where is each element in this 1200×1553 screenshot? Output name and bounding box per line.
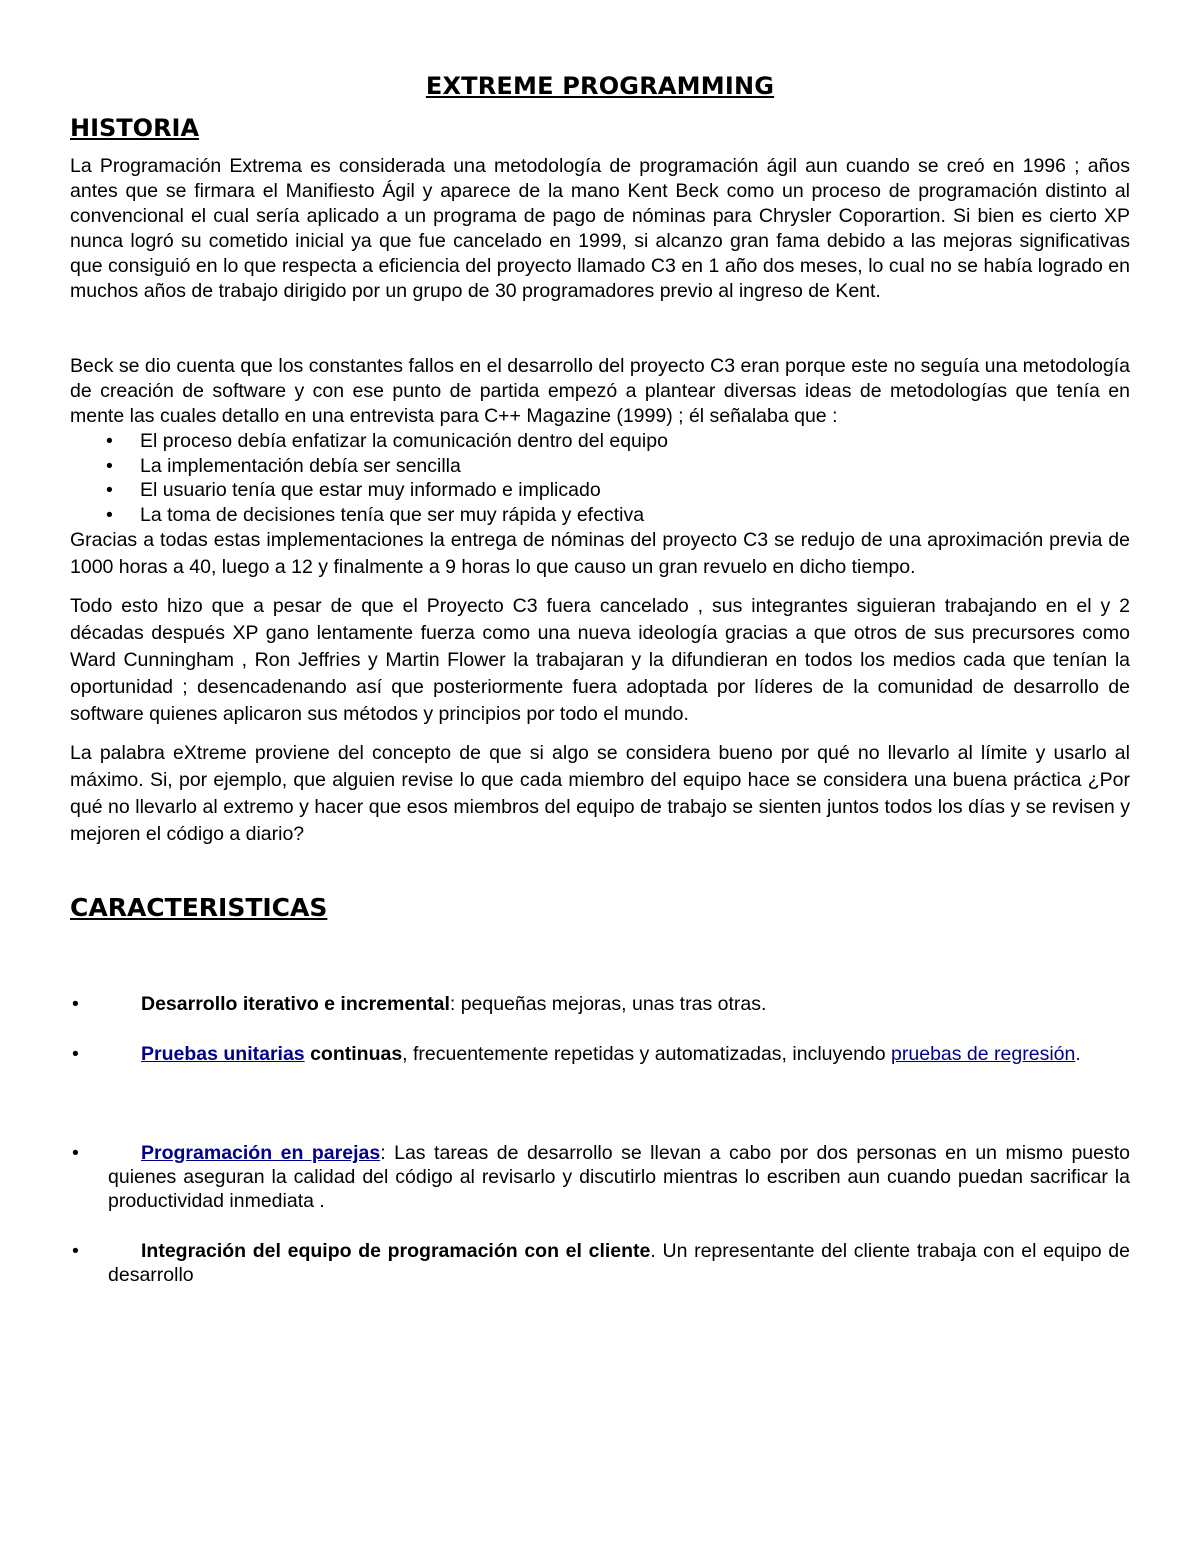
caracteristicas-heading: CARACTERISTICAS (70, 893, 328, 922)
caracteristicas-list (70, 992, 1130, 1287)
bullet-icon: • (106, 454, 113, 477)
bullet-icon: • (106, 430, 113, 452)
pruebas-regresion-link[interactable]: pruebas de regresión (891, 1043, 1076, 1065)
historia-paragraph-1: La Programación Extrema es considerada una metodología de programación ágil aun cuando se creó en 1996 ; años antes que se firmara el Manifiesto Ágil y aparece de la mano Kent Beck como un proceso de programación distinto al convencional el cual sería aplicado a un programa de pago de nóminas para Chrysler Coporartion. Si bien es cierto XP nunca logró su cometido inicial ya que fue cancelado en 1999, si alcanzo gran fama debido a las mejoras significativas que consiguió en lo que respecta a eficiencia del proyecto llamado C3 en 1 año dos meses, lo cual no se había logrado en muchos años de trabajo dirigido por un grupo de 30 programadores previo al ingreso de Kent. (70, 155, 1130, 302)
list-item (70, 454, 1130, 479)
list-item-text: El usuario tenía que estar muy informado e implicado (140, 479, 601, 501)
bullet-icon: • (72, 993, 79, 1015)
feature-item-parejas (70, 1141, 1130, 1213)
bullet-icon: • (72, 1240, 79, 1262)
feature-description: : pequeñas mejoras, unas tras otras. (449, 993, 767, 1015)
list-item (70, 429, 1130, 454)
document-title: EXTREME PROGRAMMING (425, 72, 775, 100)
feature-title: continuas (304, 1043, 403, 1065)
historia-paragraph-4: Todo esto hizo que a pesar de que el Proyecto C3 fuera cancelado , sus integrantes siguieran trabajando en el y 2 décadas después XP gano lentamente fuerza como una nueva ideología gracias a que otros de sus precursores como Ward Cunningham , Ron Jeffries y Martin Flower la trabajaran y la difundieran en todos los medios cada que tenían la oportunidad ; desencadenando así que posteriormente fuera adoptada por líderes de la comunidad de desarrollo de software quienes aplicaron sus métodos y principios por todo el mundo. (70, 595, 1130, 725)
bullet-icon: • (106, 503, 113, 526)
feature-title: Integración del equipo de programación con el cliente (141, 1240, 651, 1262)
beck-ideas-list (70, 429, 1130, 527)
bullet-icon: • (72, 1142, 79, 1164)
pruebas-unitarias-link[interactable]: Pruebas unitarias (141, 1043, 305, 1065)
document-page (70, 72, 1130, 1287)
feature-item-iterativo (70, 992, 1130, 1016)
list-item (70, 478, 1130, 503)
bullet-icon: • (106, 479, 113, 501)
list-item-text: La toma de decisiones tenía que ser muy rápida y efectiva (140, 503, 645, 526)
feature-item-pruebas (70, 1042, 1130, 1066)
list-item-text: La implementación debía ser sencilla (140, 454, 461, 477)
feature-description: , frecuentemente repetidas y automatizadas, incluyendo (402, 1043, 892, 1065)
historia-paragraph-2: Beck se dio cuenta que los constantes fallos en el desarrollo del proyecto C3 eran porque este no seguía una metodología de creación de software y con ese punto de partida empezó a plantear diversas ideas de metodologías que tenía en mente las cuales detallo en una entrevista para C++ Magazine (1999) ; él señalaba que : (70, 355, 1130, 427)
list-item (70, 503, 1130, 528)
feature-description: . Un representante del cliente trabaja con el equipo de desarrollo (108, 1240, 1130, 1286)
historia-heading: HISTORIA (70, 114, 200, 142)
historia-paragraph-3: Gracias a todas estas implementaciones la entrega de nóminas del proyecto C3 se redujo de una aproximación previa de 1000 horas a 40, luego a 12 y finalmente a 9 horas lo que causo un gran revuelo en dicho tiempo. (70, 529, 1130, 578)
feature-title: Desarrollo iterativo e incremental (141, 993, 450, 1015)
feature-description: : Las tareas de desarrollo se llevan a cabo por dos personas en un mismo puesto quienes aseguran la calidad del código al revisarlo y discutirlo mientras lo escriben aun cuando puedan sacrificar la productividad inmediata . (108, 1142, 1130, 1212)
bullet-icon: • (72, 1043, 79, 1065)
feature-item-cliente (70, 1239, 1130, 1287)
feature-end-punctuation: . (1075, 1043, 1081, 1065)
list-item-text: El proceso debía enfatizar la comunicación dentro del equipo (140, 430, 668, 452)
historia-paragraph-5: La palabra eXtreme proviene del concepto de que si algo se considera bueno por qué no llevarlo al límite y usarlo al máximo. Si, por ejemplo, que alguien revise lo que cada miembro del equipo hace se considera una buena práctica ¿Por qué no llevarlo al extremo y hacer que esos miembros del equipo de trabajo se sienten juntos todos los días y se revisen y mejoren el código a diario? (70, 742, 1130, 845)
programacion-parejas-link[interactable]: Programación en parejas (141, 1142, 381, 1164)
